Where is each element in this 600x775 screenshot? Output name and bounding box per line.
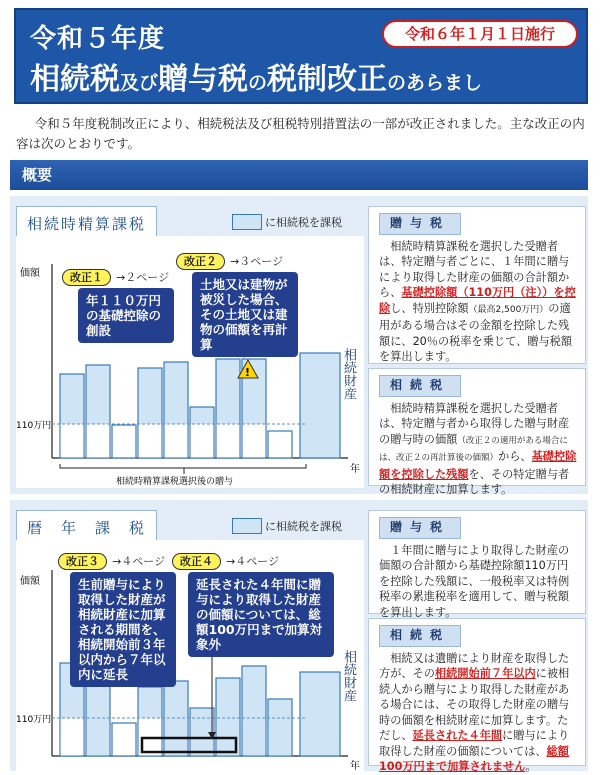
callout3 xyxy=(58,550,165,569)
gift-bar xyxy=(268,431,292,458)
gift-tax-tag-1: 贈与税 xyxy=(379,213,461,235)
callout4-box: 延長された４年間に贈与により取得した財産の価額については、総額100万円まで加算対象外 xyxy=(188,572,334,657)
callout2-pill: 改正２ xyxy=(176,253,225,270)
chart1-caption: 相続時精算課税選択後の贈与 xyxy=(116,477,234,487)
chart1-legend: に相続税を課税 xyxy=(232,214,342,230)
intro-text: 令和５年度税制改正により、相続税法及び租税特別措置法の一部が改正されました。主な改正の内容は次のとおりです。 xyxy=(16,116,585,151)
inheritance-tax-box-2 xyxy=(368,618,586,773)
section-calendar-tab: 暦 年 課 税 xyxy=(16,510,157,544)
title-year: 令和５年度 xyxy=(30,24,166,54)
gift-tax-text-2: １年間に贈与により取得した財産の価額の合計額から基礎控除額110万円を控除した残額に、一般税率又は特例税率の累進税率を適用して、贈与税額を算出します。 xyxy=(379,543,570,619)
legend-swatch xyxy=(232,518,262,534)
page-title: 相続税及び贈与税の税制改正のあらまし xyxy=(30,62,483,97)
gift-tax-text-1: 相続時精算課税を選択した受贈者は、特定贈与者ごとに、１年間に贈与により取得した財産の価額の合計額から、基礎控除額（110万円（注））を控除し、特別控除額（最高2,500万円）の適用がある場合はその金額を控除した残額に、20％の税率を乗じて、贈与税額を算出します。 xyxy=(379,239,576,363)
callout3-ref: →４ページ xyxy=(112,555,166,568)
inheritance-tax-tag-1: 相続税 xyxy=(379,375,461,397)
gift-tax-box-2 xyxy=(368,510,586,619)
effective-date-badge: 令和６年１月１日施行 xyxy=(382,20,578,48)
callout2-ref: →３ページ xyxy=(230,255,284,268)
chart2-y-label: 価額 xyxy=(20,576,40,587)
gift-bar-below-110 xyxy=(191,424,214,457)
callout3-pill: 改正３ xyxy=(58,553,107,570)
chart1-bracket xyxy=(60,464,306,468)
gift-bar-below-110 xyxy=(191,718,214,755)
legend-swatch xyxy=(232,214,262,230)
gift-bar-below-110 xyxy=(61,718,84,755)
chart2-estate-label: 相続財産 xyxy=(341,650,356,702)
callout4-pill: 改正４ xyxy=(172,553,221,570)
section-settlement-tab: 相続時精算課税 xyxy=(16,206,157,240)
gift-bar xyxy=(112,425,136,458)
inheritance-tax-text-1: 相続時精算課税を選択した受贈者は、特定贈与者から取得した贈与財産の贈与時の価額（改正２の適用がある場合には、改正２の再計算後の価額）から、基礎控除額を控除した残額を、その特定贈与者の相続財産に加算します。 xyxy=(379,401,577,496)
gift-bar-below-110 xyxy=(165,424,188,457)
gift-bar-below-110 xyxy=(243,718,266,755)
callout2 xyxy=(176,250,283,269)
gift-tax-box-1 xyxy=(368,206,586,364)
chart1-line-label: 110万円 xyxy=(16,421,52,431)
inheritance-tax-box-1 xyxy=(368,368,586,496)
inheritance-tax-tag-2: 相続税 xyxy=(379,625,461,647)
callout1-ref: →２ページ xyxy=(116,271,170,284)
callout3-box: 生前贈与により取得した財産が相続財産に加算される期間を、相続開始前３年以内から７年以内に延長 xyxy=(70,572,176,687)
callout4-ref: →４ページ xyxy=(226,555,280,568)
gift-bar-below-110 xyxy=(61,424,84,457)
chart1-y-label: 価額 xyxy=(20,268,40,279)
callout1-box: 年１１０万円の基礎控除の創設 xyxy=(78,288,174,343)
gift-bar-below-110 xyxy=(217,424,240,457)
callout4 xyxy=(172,550,279,569)
callout1 xyxy=(62,266,169,285)
gift-bar-below-110 xyxy=(87,718,110,755)
callout2-box: 土地又は建物が被災した場合、その土地又は建物の価額を再計算 xyxy=(192,272,298,357)
gift-bar-below-110 xyxy=(87,424,110,457)
chart2-line-label: 110万円 xyxy=(16,715,52,725)
gift-bar-below-110 xyxy=(243,424,266,457)
chart2-x-label: 年 xyxy=(350,761,360,771)
gift-bar-below-110 xyxy=(139,424,162,457)
callout1-pill: 改正１ xyxy=(62,269,111,286)
gift-tax-tag-2: 贈与税 xyxy=(379,517,461,539)
gift-bar xyxy=(112,723,136,756)
chart1-x-label: 年 xyxy=(350,464,360,475)
chart2-legend: に相続税を課税 xyxy=(232,518,342,534)
chart1-estate-label: 相続財産 xyxy=(341,348,356,400)
overview-heading: 概要 xyxy=(10,160,588,190)
gift-bar-below-110 xyxy=(165,718,188,755)
warning-icon-mark: ! xyxy=(245,366,251,379)
inheritance-tax-text-2: 相続又は遺贈により財産を取得した方が、その相続開始前７年以内に被相続人から贈与により取得した財産がある場合には、その取得した財産の贈与時の価額を相続財産に加算します。ただし、延長された４年間に贈与により取得した財産の価額については、総額100万円まで加算されません。 xyxy=(379,651,570,773)
gift-bar-below-110 xyxy=(269,718,292,755)
